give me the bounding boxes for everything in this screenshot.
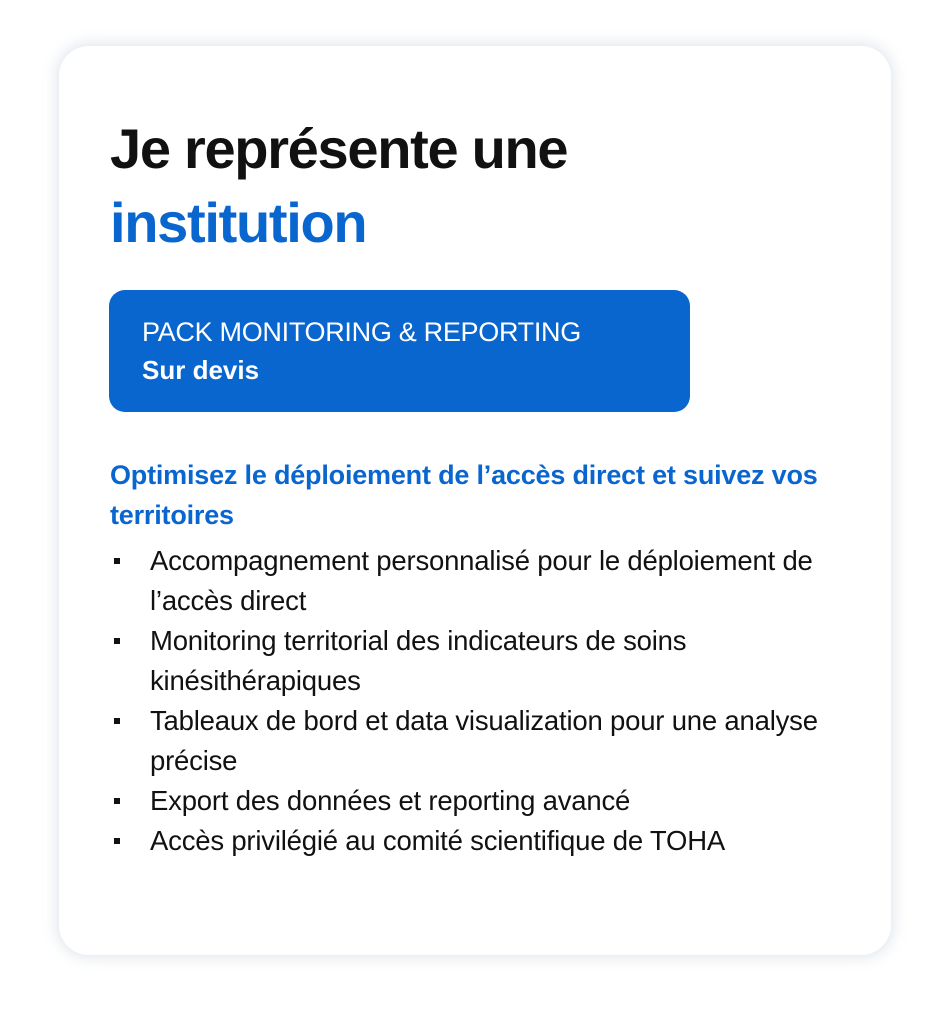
title-line-2: institution bbox=[110, 191, 367, 254]
offer-subtitle: Optimisez le déploiement de l’accès direct et suivez vos territoires bbox=[110, 460, 818, 530]
card-title bbox=[110, 112, 567, 260]
feature-text: Accès privilégié au comité scientifique de TOHA bbox=[150, 825, 726, 856]
feature-text: Export des données et reporting avancé bbox=[150, 785, 631, 816]
offer-card bbox=[59, 46, 891, 955]
feature-item bbox=[110, 821, 840, 861]
pack-name: PACK MONITORING & REPORTING bbox=[142, 317, 581, 347]
feature-text: Tableaux de bord et data visualization pour une analyse précise bbox=[150, 705, 818, 776]
pack-badge bbox=[109, 290, 690, 412]
bullet-icon bbox=[114, 798, 120, 804]
feature-item bbox=[110, 781, 840, 821]
feature-item bbox=[110, 701, 840, 781]
bullet-icon bbox=[114, 638, 120, 644]
bullet-icon bbox=[114, 838, 120, 844]
title-line-1: Je représente une bbox=[110, 117, 568, 180]
feature-list bbox=[110, 541, 840, 861]
pack-price: Sur devis bbox=[142, 355, 260, 385]
feature-item bbox=[110, 621, 840, 701]
bullet-icon bbox=[114, 718, 120, 724]
feature-text: Monitoring territorial des indicateurs de soins kinésithérapiques bbox=[150, 625, 687, 696]
feature-item bbox=[110, 541, 840, 621]
feature-text: Accompagnement personnalisé pour le déploiement de l’accès direct bbox=[150, 545, 813, 616]
bullet-icon bbox=[114, 558, 120, 564]
